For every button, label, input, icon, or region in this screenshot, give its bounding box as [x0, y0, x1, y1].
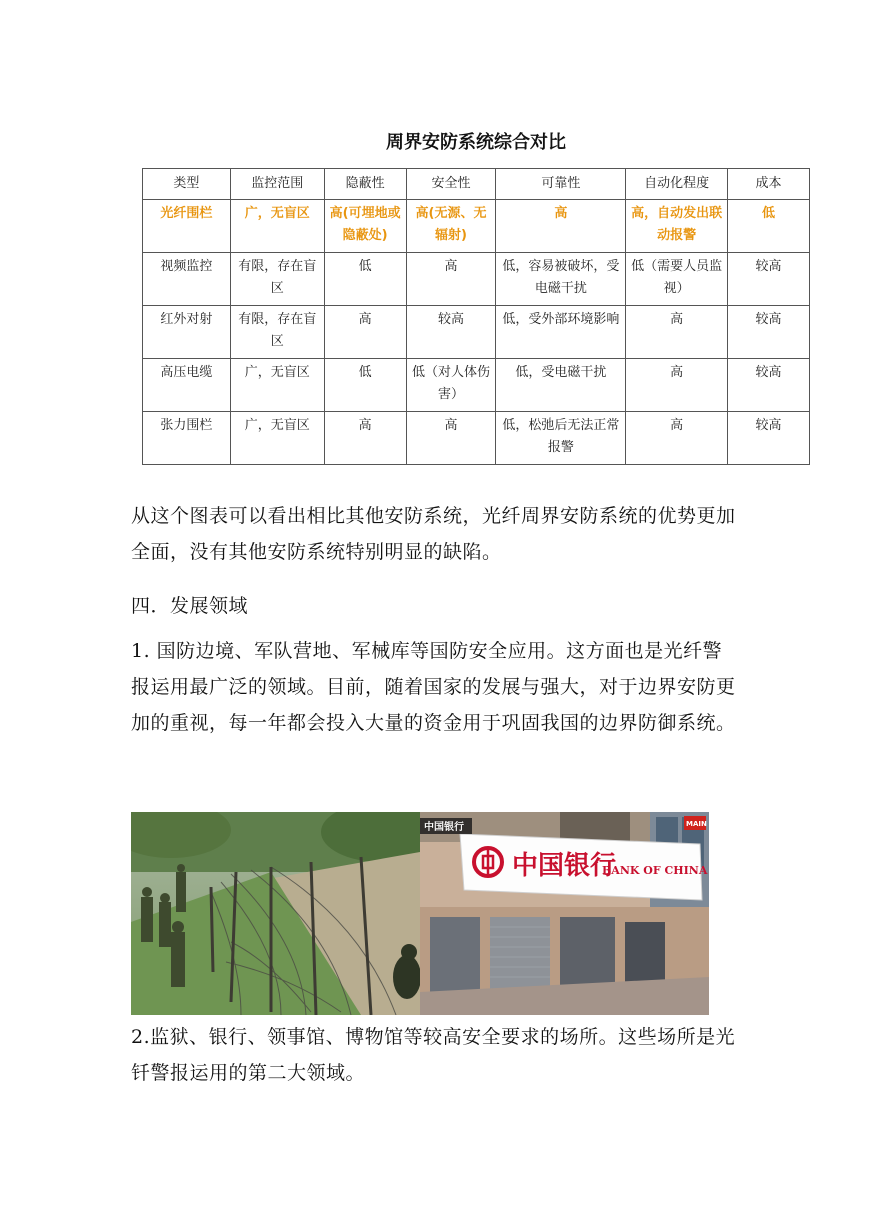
table-cell: 高 [626, 306, 728, 359]
table-cell: 低，受电磁干扰 [496, 359, 626, 412]
table-cell: 视频监控 [143, 253, 231, 306]
table-cell: 有限，存在盲区 [230, 306, 324, 359]
table-cell: 高 [406, 253, 496, 306]
table-cell: 高 [496, 200, 626, 253]
table-cell: 较高 [406, 306, 496, 359]
table-cell: 有限，存在盲区 [230, 253, 324, 306]
comparison-table [142, 168, 810, 465]
table-cell: 广，无盲区 [230, 412, 324, 465]
header-cell: 隐蔽性 [324, 169, 406, 200]
paragraph-second-field: 2.监狱、银行、领事馆、博物馆等较高安全要求的场所。这些场所是光钎警报运用的第二大领域。 [131, 1026, 736, 1084]
table-row [143, 253, 810, 306]
bank-of-china-photo [420, 812, 709, 1015]
table-cell: 高 [324, 412, 406, 465]
bank-sign-english: BANK OF CHINA [602, 864, 708, 877]
table-cell: 广，无盲区 [230, 200, 324, 253]
table-cell: 张力围栏 [143, 412, 231, 465]
table-title: 周界安防系统综合对比 [386, 132, 566, 153]
table-cell: 光纤围栏 [143, 200, 231, 253]
table-cell: 高 [406, 412, 496, 465]
border-fence-photo [131, 812, 420, 1015]
bank-sign-chinese: 中国银行 [512, 851, 617, 881]
table-cell: 较高 [728, 306, 810, 359]
header-cell: 可靠性 [496, 169, 626, 200]
table-cell: 低 [728, 200, 810, 253]
section-heading: 四．发展领域 [131, 595, 249, 617]
table-cell: 低 [324, 359, 406, 412]
table-cell: 较高 [728, 359, 810, 412]
header-cell: 类型 [143, 169, 231, 200]
table-cell: 高(无源、无辐射) [406, 200, 496, 253]
table-cell: 高(可埋地或隐蔽处) [324, 200, 406, 253]
table-cell: 高 [324, 306, 406, 359]
header-cell: 自动化程度 [626, 169, 728, 200]
table-cell: 低（需要人员监视） [626, 253, 728, 306]
table-cell: 低，松弛后无法正常报警 [496, 412, 626, 465]
table-cell: 高压电缆 [143, 359, 231, 412]
header-cell: 监控范围 [230, 169, 324, 200]
header-cell: 安全性 [406, 169, 496, 200]
table-cell: 高 [626, 412, 728, 465]
table-row [143, 412, 810, 465]
table-row [143, 359, 810, 412]
table-row [143, 306, 810, 359]
header-cell: 成本 [728, 169, 810, 200]
table-cell: 高 [626, 359, 728, 412]
table-cell: 红外对射 [143, 306, 231, 359]
table-cell: 较高 [728, 412, 810, 465]
table-cell: 低，容易被破坏，受电磁干扰 [496, 253, 626, 306]
table-cell: 低，受外部环境影响 [496, 306, 626, 359]
paragraph-defense: 1. 国防边境、军队营地、军械库等国防安全应用。这方面也是光纤警报运用最广泛的领域。目前，随着国家的发展与强大，对于边界安防更加的重视，每一年都会投入大量的资金用于巩固我国的边界防御系统。 [131, 640, 736, 734]
corner-badge: MAIN [686, 820, 707, 828]
table-cell: 低（对人体伤害） [406, 359, 496, 412]
table-cell: 广，无盲区 [230, 359, 324, 412]
table-row [143, 200, 810, 253]
table-cell: 低 [324, 253, 406, 306]
bank-tag-label: 中国银行 [424, 822, 464, 833]
table-header-row [143, 169, 810, 200]
table-cell: 高，自动发出联动报警 [626, 200, 728, 253]
paragraph-conclusion: 从这个图表可以看出相比其他安防系统，光纤周界安防系统的优势更加全面，没有其他安防系统特别明显的缺陷。 [131, 505, 736, 563]
table-cell: 较高 [728, 253, 810, 306]
